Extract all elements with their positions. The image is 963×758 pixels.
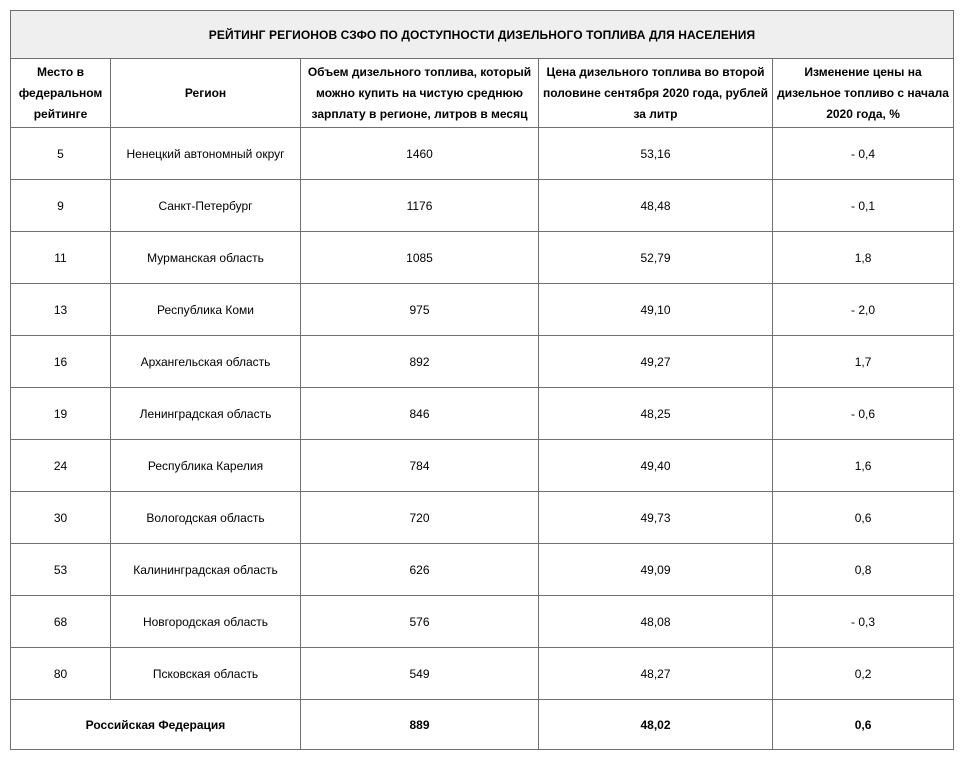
total-region: Российская Федерация	[11, 700, 301, 750]
cell-price: 48,25	[539, 388, 773, 440]
cell-volume: 1460	[301, 128, 539, 180]
table-row	[11, 180, 954, 232]
cell-change: - 0,4	[773, 128, 954, 180]
table-row	[11, 388, 954, 440]
column-header-price: Цена дизельного топлива во второй половине сентября 2020 года, рублей за литр	[539, 59, 773, 128]
total-price: 48,02	[539, 700, 773, 750]
cell-change: 0,6	[773, 492, 954, 544]
cell-price: 52,79	[539, 232, 773, 284]
rating-table	[10, 10, 954, 750]
cell-volume: 576	[301, 596, 539, 648]
cell-volume: 1176	[301, 180, 539, 232]
cell-place: 9	[11, 180, 111, 232]
cell-place: 19	[11, 388, 111, 440]
cell-region: Архангельская область	[111, 336, 301, 388]
cell-volume: 549	[301, 648, 539, 700]
cell-change: - 0,6	[773, 388, 954, 440]
cell-volume: 975	[301, 284, 539, 336]
table-title-row	[11, 11, 954, 59]
cell-volume: 626	[301, 544, 539, 596]
cell-price: 48,48	[539, 180, 773, 232]
cell-volume: 846	[301, 388, 539, 440]
cell-region: Мурманская область	[111, 232, 301, 284]
cell-price: 49,40	[539, 440, 773, 492]
table-row	[11, 284, 954, 336]
cell-change: 0,2	[773, 648, 954, 700]
table-row	[11, 128, 954, 180]
cell-place: 5	[11, 128, 111, 180]
cell-price: 49,09	[539, 544, 773, 596]
cell-region: Псковская область	[111, 648, 301, 700]
cell-region: Новгородская область	[111, 596, 301, 648]
cell-place: 13	[11, 284, 111, 336]
cell-volume: 784	[301, 440, 539, 492]
cell-region: Вологодская область	[111, 492, 301, 544]
cell-place: 11	[11, 232, 111, 284]
cell-region: Калининградская область	[111, 544, 301, 596]
table-header-row	[11, 59, 954, 128]
cell-place: 80	[11, 648, 111, 700]
table-row	[11, 596, 954, 648]
cell-change: 1,7	[773, 336, 954, 388]
cell-region: Республика Карелия	[111, 440, 301, 492]
table-total-row	[11, 700, 954, 750]
column-header-place: Место в федеральном рейтинге	[11, 59, 111, 128]
cell-volume: 892	[301, 336, 539, 388]
total-change: 0,6	[773, 700, 954, 750]
cell-change: - 0,3	[773, 596, 954, 648]
cell-volume: 1085	[301, 232, 539, 284]
cell-change: 0,8	[773, 544, 954, 596]
table-row	[11, 492, 954, 544]
table-row	[11, 336, 954, 388]
total-volume: 889	[301, 700, 539, 750]
cell-price: 48,27	[539, 648, 773, 700]
cell-change: - 2,0	[773, 284, 954, 336]
cell-region: Санкт-Петербург	[111, 180, 301, 232]
column-header-volume: Объем дизельного топлива, который можно купить на чистую среднюю зарплату в регионе, литров в месяц	[301, 59, 539, 128]
table-row	[11, 232, 954, 284]
cell-price: 48,08	[539, 596, 773, 648]
cell-price: 53,16	[539, 128, 773, 180]
table-row	[11, 648, 954, 700]
cell-change: 1,6	[773, 440, 954, 492]
column-header-change: Изменение цены на дизельное топливо с начала 2020 года, %	[773, 59, 954, 128]
cell-price: 49,10	[539, 284, 773, 336]
cell-place: 53	[11, 544, 111, 596]
column-header-region: Регион	[111, 59, 301, 128]
table-row	[11, 544, 954, 596]
cell-region: Ленинградская область	[111, 388, 301, 440]
table-title: РЕЙТИНГ РЕГИОНОВ СЗФО ПО ДОСТУПНОСТИ ДИЗЕЛЬНОГО ТОПЛИВА ДЛЯ НАСЕЛЕНИЯ	[11, 11, 954, 59]
cell-region: Республика Коми	[111, 284, 301, 336]
cell-place: 16	[11, 336, 111, 388]
cell-change: - 0,1	[773, 180, 954, 232]
cell-price: 49,27	[539, 336, 773, 388]
table-row	[11, 440, 954, 492]
cell-place: 68	[11, 596, 111, 648]
cell-region: Ненецкий автономный округ	[111, 128, 301, 180]
cell-volume: 720	[301, 492, 539, 544]
cell-price: 49,73	[539, 492, 773, 544]
cell-change: 1,8	[773, 232, 954, 284]
cell-place: 24	[11, 440, 111, 492]
cell-place: 30	[11, 492, 111, 544]
